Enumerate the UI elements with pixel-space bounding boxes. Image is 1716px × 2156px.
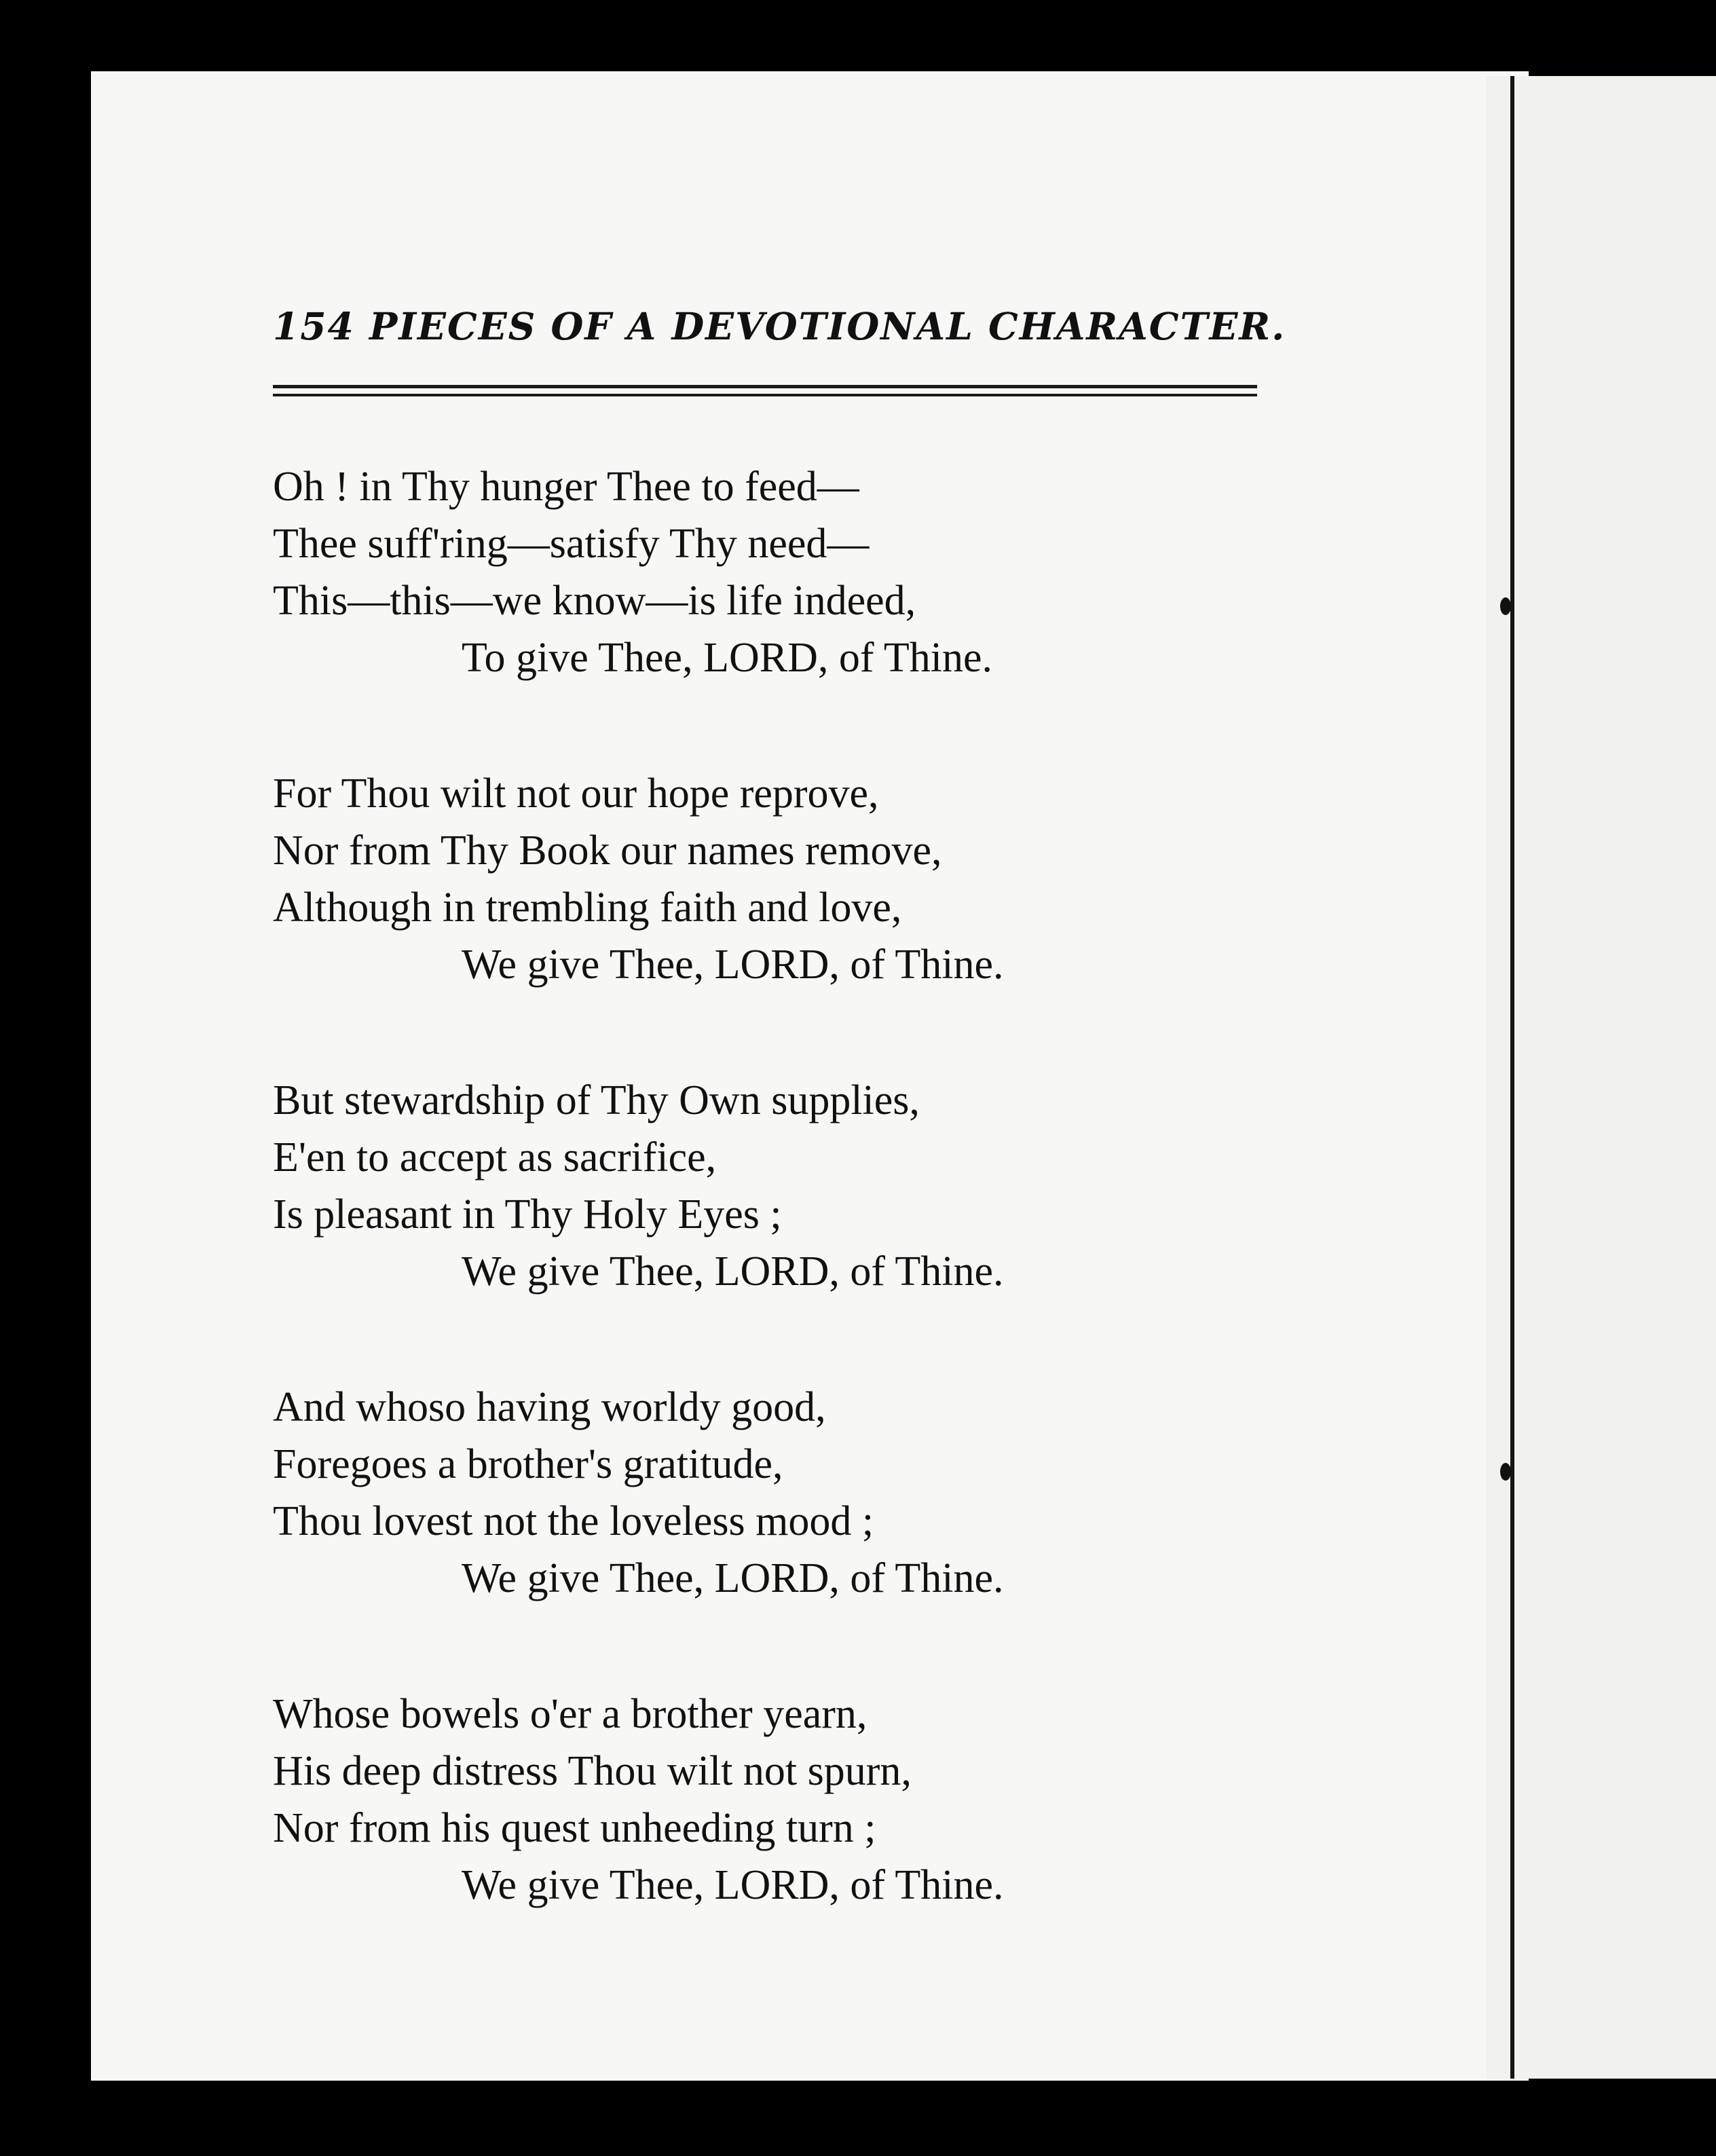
stanza	[273, 1379, 1291, 1607]
verse-line: E'en to accept as sacrifice,	[273, 1134, 717, 1181]
gutter-mark	[1500, 1463, 1511, 1481]
verse-line: His deep distress Thou wilt not spurn,	[273, 1748, 912, 1794]
stanza	[273, 765, 1291, 993]
stanza	[273, 1686, 1291, 1914]
verse-line: Foregoes a brother's gratitude,	[273, 1441, 783, 1487]
running-head: 154 PIECES OF A DEVOTIONAL CHARACTER.	[273, 304, 1286, 348]
verse-line: Nor from Thy Book our names remove,	[273, 828, 942, 874]
gutter-line	[1510, 76, 1514, 2079]
header-rule	[273, 394, 1257, 396]
refrain-line: To give Thee, LORD, of Thine.	[462, 635, 992, 681]
refrain-line: We give Thee, LORD, of Thine.	[462, 942, 1004, 988]
stanza	[273, 458, 1291, 686]
verse-line: This—this—we know—is life indeed,	[273, 578, 916, 624]
verse-line: Thee suff'ring—satisfy Thy need—	[273, 521, 870, 567]
refrain-line: We give Thee, LORD, of Thine.	[462, 1555, 1004, 1601]
verse-line: Thou lovest not the loveless mood ;	[273, 1498, 874, 1544]
verse-line: Whose bowels o'er a brother yearn,	[273, 1691, 868, 1737]
verse-line: Oh ! in Thy hunger Thee to feed—	[273, 464, 859, 510]
poem	[273, 458, 1291, 1992]
gutter-mark	[1500, 597, 1511, 615]
stanza	[273, 1072, 1291, 1300]
facing-page	[1487, 76, 1716, 2079]
refrain-line: We give Thee, LORD, of Thine.	[462, 1248, 1004, 1295]
verse-line: But stewardship of Thy Own supplies,	[273, 1077, 920, 1123]
refrain-line: We give Thee, LORD, of Thine.	[462, 1862, 1004, 1908]
verse-line: Is pleasant in Thy Holy Eyes ;	[273, 1191, 782, 1238]
verse-line: For Thou wilt not our hope reprove,	[273, 770, 879, 817]
verse-line: Although in trembling faith and love,	[273, 885, 902, 931]
header-rule	[273, 385, 1257, 388]
verse-line: Nor from his quest unheeding turn ;	[273, 1805, 876, 1851]
verse-line: And whoso having worldy good,	[273, 1384, 826, 1430]
